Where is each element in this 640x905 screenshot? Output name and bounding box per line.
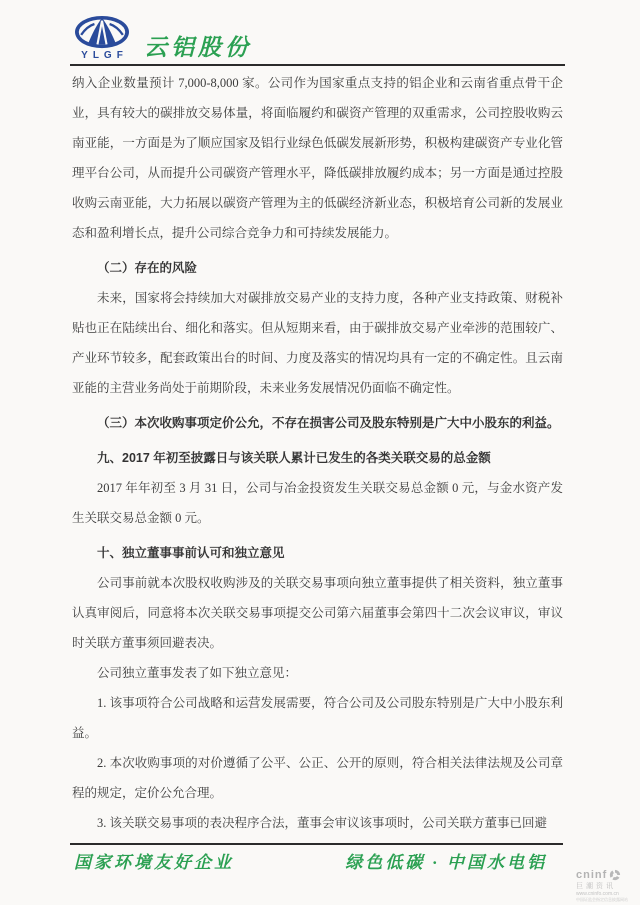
body-paragraph: 2. 本次收购事项的对价遵循了公平、公正、公开的原则，符合相关法律法规及公司章程的规定，定价公允合理。 — [72, 756, 563, 800]
cninfo-watermark — [576, 869, 638, 903]
page-header — [0, 0, 640, 66]
body-paragraph: 纳入企业数量预计 7,000-8,000 家。公司作为国家重点支持的铝企业和云南省重点骨干企业，具有较大的碳排放交易体量，将面临履约和碳资产管理的双重需求，公司控股收购云南亚能，一方面是为了顺应国家及铝行业绿色低碳发展新形势，积极构建碳资产专业化管理平台公司，从而提升公司碳资产管理水平，降低碳排放履约成本；另一方面是通过控股收购云南亚能，大力拓展以碳资产管理为主的低碳经济新业态，积极培育公司新的发展业态和盈利增长点，提升公司综合竞争力和可持续发展能力。 — [72, 76, 563, 240]
body-paragraph: 2017 年年初至 3 月 31 日，公司与冶金投资发生关联交易总金额 0 元，与金水资产发生关联交易总金额 0 元。 — [72, 481, 563, 525]
logo-letters: YLGF — [81, 50, 128, 61]
body-paragraph: 公司事前就本次股权收购涉及的关联交易事项向独立董事提供了相关资料，独立董事认真审阅后，同意将本次关联交易事项提交公司第六届董事会第四十二次会议审议，审议时关联方董事须回避表决。 — [72, 576, 563, 650]
body-paragraph: 3. 该关联交易事项的表决程序合法，董事会审议该事项时，公司关联方董事已回避 — [97, 816, 548, 830]
watermark-url: www.cninfo.com.cn — [576, 890, 619, 897]
slogan-right: 绿色低碳 · 中国水电铝 — [345, 853, 547, 872]
slogan-left: 国家环境友好企业 — [74, 853, 234, 872]
header-divider — [70, 64, 565, 66]
body-paragraph: 公司独立董事发表了如下独立意见： — [97, 666, 298, 680]
body-paragraph: 1. 该事项符合公司战略和运营发展需要，符合公司及公司股东特别是广大中小股东利益。 — [72, 696, 563, 740]
footer-divider — [70, 843, 563, 845]
heading-paragraph: 十、独立董事事前认可和独立意见 — [97, 546, 285, 560]
watermark-note: 中国证监会指定信息披露网站 — [576, 897, 628, 903]
heading-paragraph: （二）存在的风险 — [97, 261, 198, 275]
page-footer — [0, 843, 640, 876]
body-paragraph: 未来，国家将会持续加大对碳排放交易产业的支持力度，各种产业支持政策、财税补贴也正在陆续出台、细化和落实。但从短期来看，由于碳排放交易产业牵涉的范围较广、产业环节较多，配套政策出台的时间、力度及落实的情况均具有一定的不确定性。且云南亚能的主营业务尚处于前期阶段，未来业务发展情况仍面临不确定性。 — [72, 291, 563, 395]
heading-paragraph: （三）本次收购事项定价公允，不存在损害公司及股东特别是广大中小股东的利益。 — [97, 416, 560, 430]
logo-emblem-block — [72, 15, 132, 61]
footer-slogans — [74, 850, 547, 876]
company-name: 云铝股份 — [144, 35, 252, 60]
watermark-brand — [576, 869, 638, 882]
ylgf-emblem-icon — [73, 15, 131, 51]
watermark-brand-text: cninf — [576, 868, 608, 881]
heading-paragraph: 九、2017 年初至披露日与该关联人累计已发生的各类关联交易的总金额 — [97, 451, 491, 465]
cninfo-swirl-icon — [609, 869, 621, 881]
document-body — [72, 68, 563, 844]
company-logo — [72, 15, 640, 61]
watermark-subtitle: 巨潮资讯 — [576, 882, 616, 890]
